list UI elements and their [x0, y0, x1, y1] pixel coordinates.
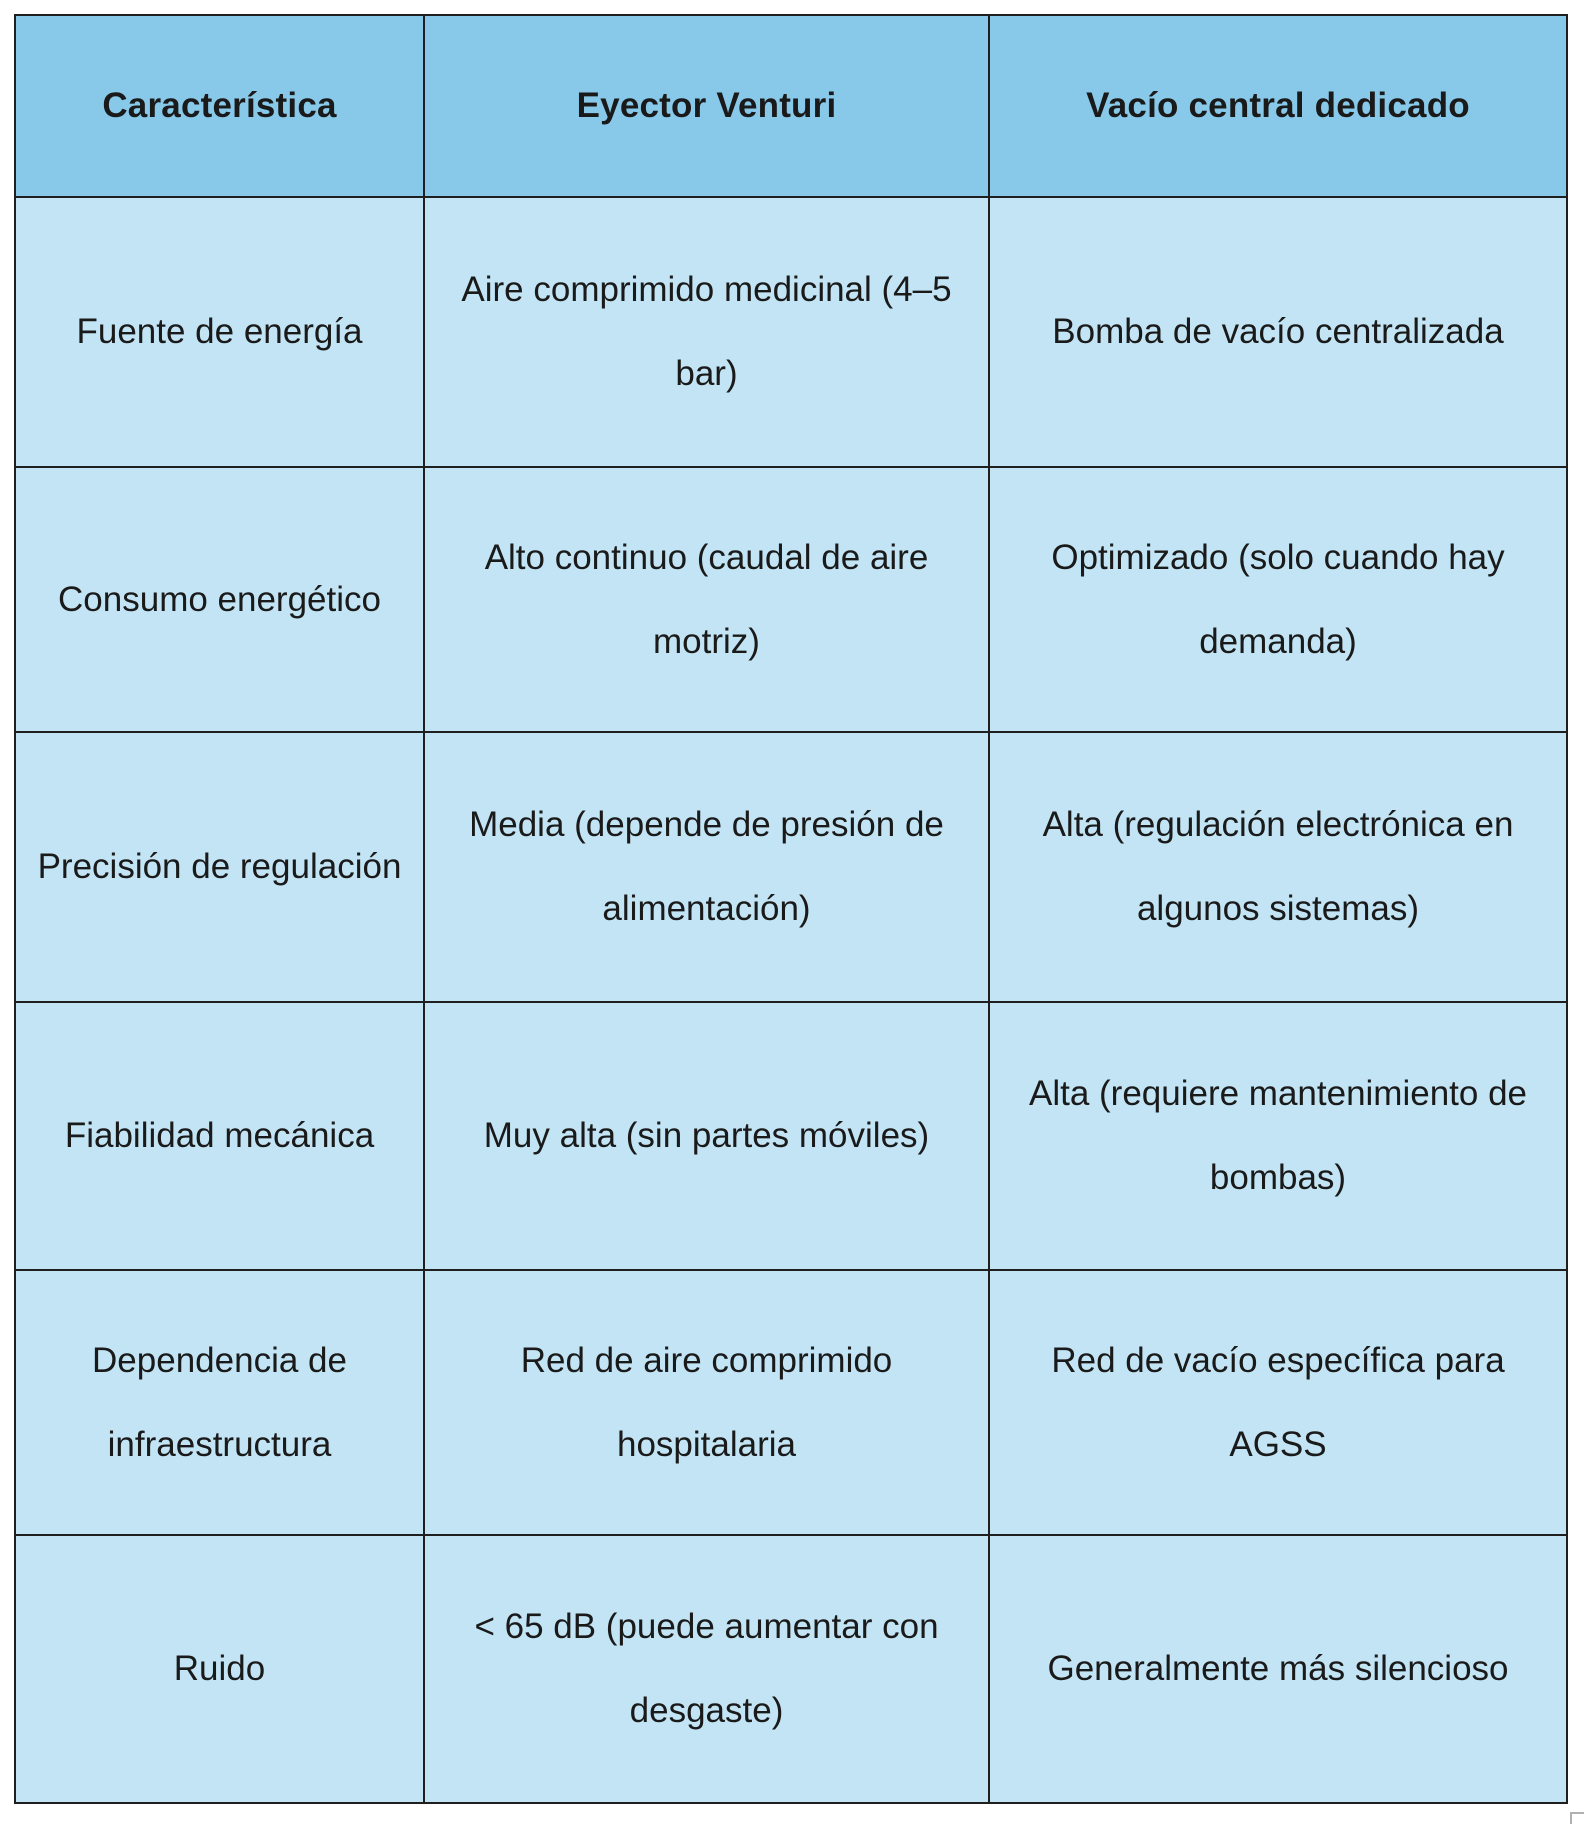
header-eyector-venturi: Eyector Venturi: [424, 15, 989, 197]
row-label: Dependencia de infraestructura: [15, 1270, 424, 1535]
vacuum-value: Red de vacío específica para AGSS: [989, 1270, 1567, 1535]
table-header-row: [15, 15, 1567, 197]
venturi-value: Aire comprimido medicinal (4–5 bar): [424, 197, 989, 467]
row-label: Consumo energético: [15, 467, 424, 732]
venturi-value: < 65 dB (puede aumentar con desgaste): [424, 1535, 989, 1803]
comparison-table-container: [14, 14, 1566, 1804]
venturi-value: Media (depende de presión de alimentación): [424, 732, 989, 1002]
row-label: Precisión de regulación: [15, 732, 424, 1002]
table-row: [15, 1270, 1567, 1535]
resize-corner-mark: [1570, 1812, 1584, 1824]
vacuum-value: Generalmente más silencioso: [989, 1535, 1567, 1803]
header-caracteristica: Característica: [15, 15, 424, 197]
row-label: Fuente de energía: [15, 197, 424, 467]
table-row: [15, 1002, 1567, 1270]
vacuum-value: Alta (requiere mantenimiento de bombas): [989, 1002, 1567, 1270]
vacuum-value: Bomba de vacío centralizada: [989, 197, 1567, 467]
header-vacio-central: Vacío central dedicado: [989, 15, 1567, 197]
venturi-value: Alto continuo (caudal de aire motriz): [424, 467, 989, 732]
venturi-value: Muy alta (sin partes móviles): [424, 1002, 989, 1270]
table-row: [15, 732, 1567, 1002]
table-row: [15, 1535, 1567, 1803]
venturi-value: Red de aire comprimido hospitalaria: [424, 1270, 989, 1535]
row-label: Ruido: [15, 1535, 424, 1803]
vacuum-value: Optimizado (solo cuando hay demanda): [989, 467, 1567, 732]
table-row: [15, 467, 1567, 732]
row-label: Fiabilidad mecánica: [15, 1002, 424, 1270]
table-row: [15, 197, 1567, 467]
vacuum-value: Alta (regulación electrónica en algunos sistemas): [989, 732, 1567, 1002]
comparison-table: [14, 14, 1568, 1804]
